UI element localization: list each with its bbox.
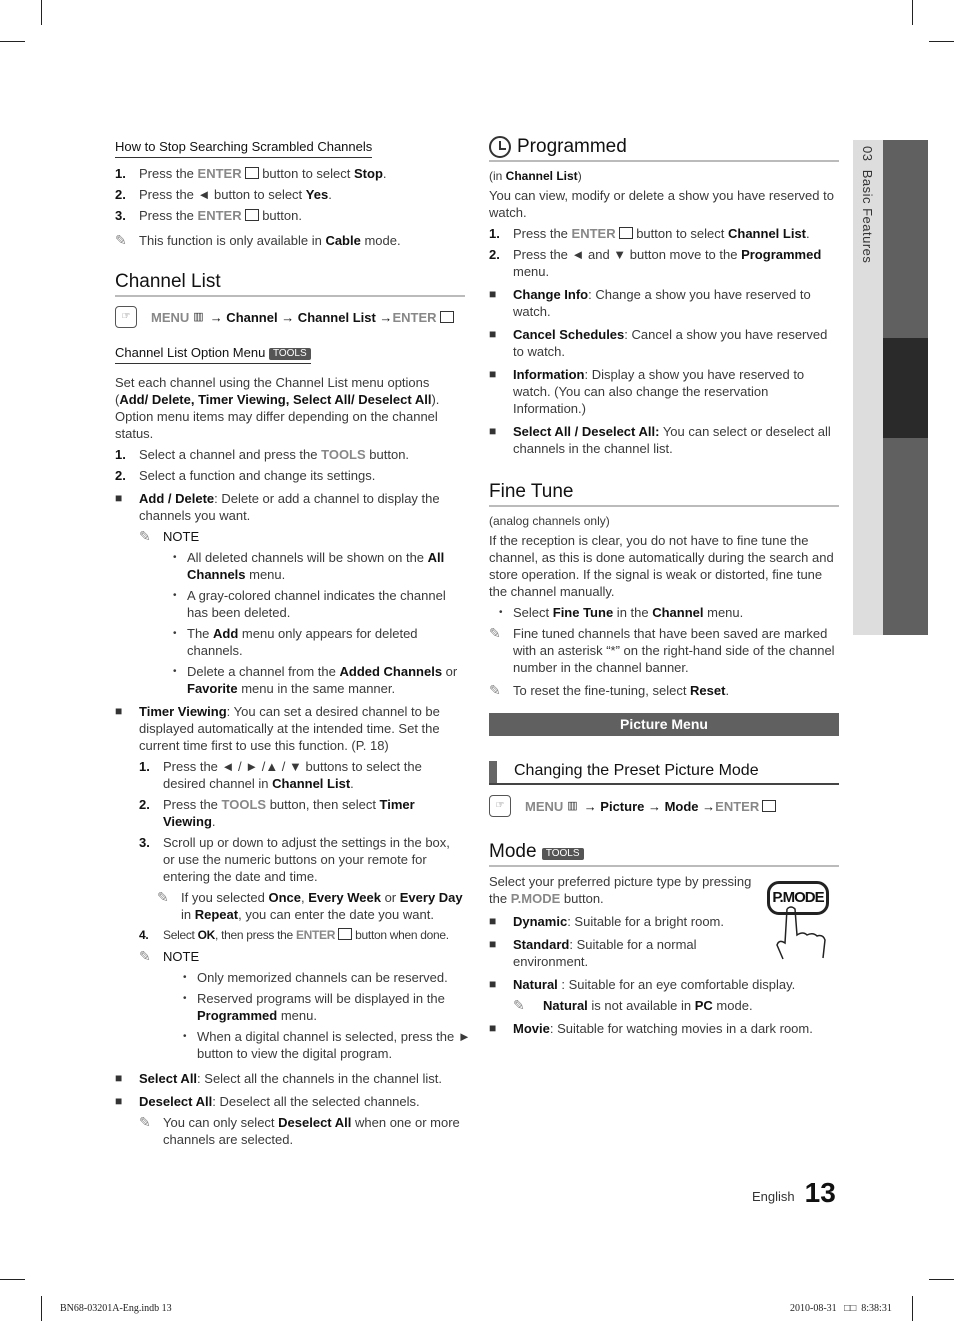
language-label: English	[752, 1189, 795, 1204]
tools-badge: TOOLS	[269, 348, 311, 360]
crop-mark	[912, 0, 913, 25]
pmode-button-illustration	[767, 881, 831, 967]
fine-tune-sub: (analog channels only)	[489, 514, 610, 528]
timer-steps	[139, 758, 471, 1062]
mode-body	[489, 873, 839, 1037]
enter-icon	[245, 209, 259, 221]
crop-mark	[929, 1279, 954, 1280]
note-bullet: • Only memorized channels can be reserved.	[183, 970, 448, 985]
note-bullets	[173, 549, 465, 697]
option-menu-heading: Channel List Option Menu TOOLS	[115, 344, 311, 364]
note-bullet: • A gray-colored channel indicates the channel has been deleted.	[173, 588, 446, 620]
channel-list-intro: Set each channel using the Channel List menu options (Add/ Delete, Timer Viewing, Select All/ Deselect All). Option menu items may differ depending on the channel status.	[115, 375, 440, 441]
mode-intro: Select your preferred picture type by pressing the P.MODE button.	[489, 874, 752, 906]
enter-icon	[245, 167, 259, 179]
enter-icon	[619, 227, 633, 239]
add-delete-item: ■ Add / Delete: Delete or add a channel to display the channels you want.	[115, 491, 440, 523]
menu-path: ☞ MENU ▥ → Channel → Channel List → ENTER	[115, 306, 465, 328]
chapter-tab-block	[883, 140, 928, 338]
hand-icon: ☞	[115, 306, 137, 328]
note-bullet: • Reserved programs will be displayed in the Programmed menu.	[183, 991, 445, 1023]
timer-repeat-note: ✎ If you selected Once, Every Week or Every Day in Repeat, you can enter the date you want.	[157, 889, 463, 922]
mode-item: ■ Natural : Suitable for an eye comfortable display.	[489, 977, 796, 992]
preset-title: Changing the Preset Picture Mode	[489, 761, 839, 785]
menu-grid-icon: ▥	[193, 310, 204, 323]
note-label: ✎ NOTE	[139, 528, 200, 544]
channel-list-step: 1. Select a channel and press the TOOLS button.	[115, 447, 410, 462]
section-marker	[489, 761, 497, 783]
note-bullet: • All deleted channels will be shown on the All Channels menu.	[173, 550, 445, 582]
pencil-icon: ✎	[489, 625, 501, 641]
print-date-info: 2010-08-31 □□ 8:38:31	[790, 1303, 892, 1314]
fine-tune-reset-note: ✎ To reset the fine-tuning, select Reset.	[489, 682, 730, 698]
fine-tune-bullet: • Select Fine Tune in the Channel menu.	[499, 605, 744, 620]
pencil-icon: ✎	[157, 889, 169, 905]
pmode-button-label: P.MODE	[767, 881, 829, 915]
scrambled-note: ✎ This function is only available in Cable mode.	[115, 232, 401, 248]
scrambled-step: 2. Press the ◄ button to select Yes.	[115, 187, 332, 202]
page-footer	[752, 1178, 836, 1208]
timer-step: 2. Press the TOOLS button, then select Timer Viewing.	[139, 797, 415, 829]
pencil-icon: ✎	[513, 997, 525, 1013]
note-bullet: • Delete a channel from the Added Channels or Favorite menu in the same manner.	[173, 664, 458, 696]
timer-step: 1. Press the ◄ / ► /▲ / ▼ buttons to select the desired channel in Channel List.	[139, 759, 422, 791]
chapter-label	[859, 146, 876, 263]
programmed-item: ■ Change Info: Change a show you have reserved to watch.	[489, 287, 811, 319]
programmed-step: 1. Press the ENTER button to select Channel List.	[489, 226, 810, 241]
timer-step: 3. Scroll up or down to adjust the settings in the box, or use the numeric buttons on your remote for entering the date and time.	[139, 835, 450, 884]
crop-mark	[41, 0, 42, 25]
channel-list-step: 2. Select a function and change its settings.	[115, 468, 376, 483]
tools-badge: TOOLS	[542, 848, 584, 860]
fine-tune-title: Fine Tune	[489, 481, 839, 507]
deselect-all-item: ■ Deselect All: Deselect all the selected channels.	[115, 1094, 420, 1109]
mode-item: ■ Dynamic: Suitable for a bright room.	[489, 914, 725, 929]
print-file-info: BN68-03201A-Eng.indb 13	[60, 1303, 172, 1314]
mode-item-movie: ■ Movie: Suitable for watching movies in a dark room.	[489, 1021, 813, 1036]
left-column	[115, 138, 471, 1148]
natural-note: ✎ Natural is not available in PC mode.	[513, 997, 753, 1013]
picture-menu-bar: Picture Menu	[489, 713, 839, 736]
timer-step: 4. Select OK, then press the ENTER button when done.	[139, 928, 449, 942]
enter-icon	[762, 800, 776, 812]
pencil-icon: ✎	[139, 1114, 151, 1130]
chapter-number: 03	[860, 146, 875, 162]
select-all-item: ■ Select All: Select all the channels in the channel list.	[115, 1071, 443, 1086]
scrambled-heading: How to Stop Searching Scrambled Channels	[115, 138, 372, 158]
fine-tune-note: ✎ Fine tuned channels that have been saved are marked with an asterisk “*” on the right-hand side of the channel number in the channel banner.	[489, 625, 835, 675]
pencil-icon: ✎	[139, 948, 151, 964]
menu-grid-icon: ▥	[567, 799, 578, 812]
pencil-icon: ✎	[115, 232, 127, 248]
finger-icon	[767, 901, 831, 961]
programmed-step: 2. Press the ◄ and ▼ button move to the Programmed menu.	[489, 247, 822, 279]
chapter-tab	[853, 140, 928, 635]
chapter-tab-active	[883, 338, 928, 438]
note-bullet: • When a digital channel is selected, press the ► button to view the digital program.	[183, 1029, 471, 1061]
chapter-tab-block	[883, 438, 928, 635]
note-bullet: • The Add menu only appears for deleted channels.	[173, 626, 418, 658]
programmed-item: ■ Select All / Deselect All: You can select or deselect all channels in the channel list.	[489, 424, 831, 456]
right-column	[489, 136, 839, 1037]
enter-icon	[338, 928, 352, 940]
clock-icon	[489, 136, 511, 158]
mode-title: Mode TOOLS	[489, 841, 839, 867]
programmed-item: ■ Information: Display a show you have reserved to watch. (You can also change the reservation Information.)	[489, 367, 805, 416]
page-number: 13	[804, 1177, 836, 1208]
crop-mark	[41, 1296, 42, 1321]
picture-menu-path: ☞ MENU ▥ → Picture → Mode → ENTER	[489, 795, 839, 817]
scrambled-step: 1. Press the ENTER button to select Stop.	[115, 166, 387, 181]
timer-viewing-item: ■ Timer Viewing: You can set a desired channel to be displayed automatically at the intended time. Set the current time first to use this function. (P. 18)	[115, 704, 440, 753]
programmed-in: (in Channel List)	[489, 169, 582, 183]
crop-mark	[0, 41, 25, 42]
timer-note-bullets	[183, 969, 475, 1062]
crop-mark	[912, 1296, 913, 1321]
deselect-note: ✎ You can only select Deselect All when one or more channels are selected.	[139, 1114, 460, 1147]
enter-icon	[440, 311, 454, 323]
crop-mark	[929, 41, 954, 42]
scrambled-step: 3. Press the ENTER button.	[115, 208, 302, 223]
programmed-title: Programmed	[489, 136, 839, 162]
programmed-item: ■ Cancel Schedules: Cancel a show you have reserved to watch.	[489, 327, 828, 359]
crop-mark	[0, 1279, 25, 1280]
hand-icon: ☞	[489, 795, 511, 817]
pencil-icon: ✎	[489, 682, 501, 698]
timer-note-label: ✎ NOTE	[139, 948, 200, 964]
fine-tune-intro: If the reception is clear, you do not have to fine tune the channel, as this is done automatically during the search and store operation. If the signal is weak or distorted, fine tune the channel manually.	[489, 533, 834, 599]
channel-list-title: Channel List	[115, 271, 465, 297]
programmed-intro: You can view, modify or delete a show you have reserved to watch.	[489, 188, 834, 220]
chapter-title: Basic Features	[860, 169, 875, 264]
mode-item: ■ Standard: Suitable for a normal environment.	[489, 937, 697, 969]
pencil-icon: ✎	[139, 528, 151, 544]
